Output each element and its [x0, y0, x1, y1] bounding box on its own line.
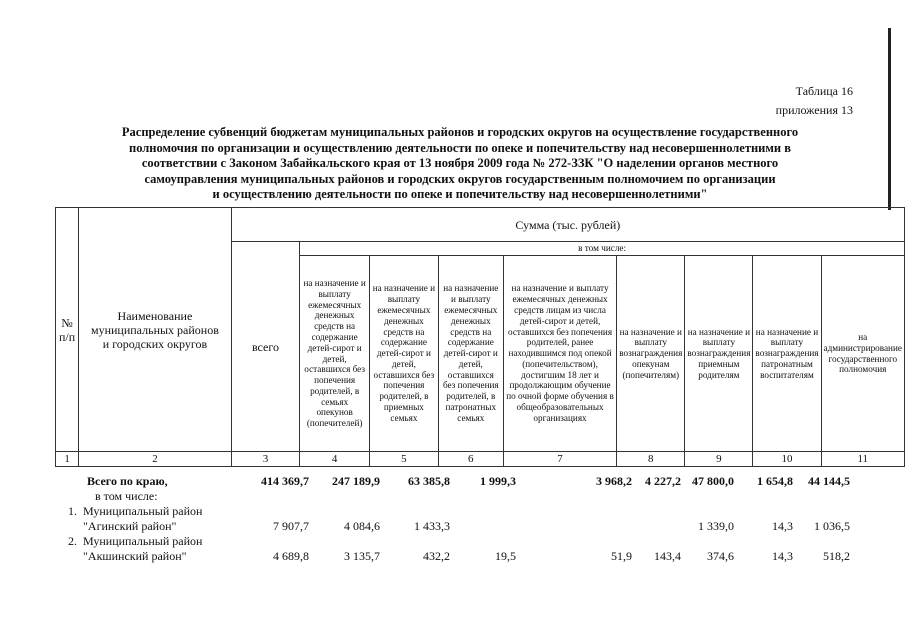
cell-value: 14,3: [772, 549, 793, 563]
row-label: "Акшинский район": [83, 549, 187, 563]
cell-value: 51,9: [611, 549, 632, 563]
title-line: соответствии с Законом Забайкальского края от 13 ноября 2009 года № 272-ЗЗК "О наделении органов местного: [141, 156, 779, 170]
column-number: 9: [685, 452, 753, 467]
cell-value: 143,4: [654, 549, 681, 563]
column-number: 8: [617, 452, 685, 467]
col-guardian-reward-header: на назначение и выплату вознаграждения опекунам (попечителям): [617, 256, 685, 452]
table-caption: [776, 82, 853, 120]
table-row: [55, 519, 852, 534]
cell-value: 414 369,7: [261, 474, 309, 488]
column-number: 7: [503, 452, 616, 467]
cell-value: 44 144,5: [808, 474, 850, 488]
column-number: 5: [370, 452, 439, 467]
col-sum-header: Сумма (тыс. рублей): [231, 208, 904, 242]
col-including-header: в том числе:: [300, 242, 905, 256]
cell-value: 7 907,7: [273, 519, 309, 533]
table-number: Таблица 16: [795, 84, 853, 98]
cell-value: [518, 519, 634, 534]
title-line: полномочия по организации и осуществлению деятельности по опеке и попечительству над несовершеннолетними в: [129, 140, 791, 155]
cell-value: 3 135,7: [344, 549, 380, 563]
table-row-total: [55, 474, 852, 489]
cell-value: 374,6: [707, 549, 734, 563]
table-header: [55, 207, 905, 467]
col-patronage-reward-header: на назначение и выплату вознаграждения патронатным воспитателям: [753, 256, 821, 452]
column-number: 3: [231, 452, 300, 467]
column-number: 2: [79, 452, 232, 467]
col-foster-families-header: на назначение и выплату ежемесячных денежных средств на содержание детей-сирот и детей, оставшихся без попечения родителей, в приемных семьях: [370, 256, 439, 452]
column-number: 1: [56, 452, 79, 467]
cell-value: 47 800,0: [692, 474, 734, 488]
column-number: 6: [438, 452, 503, 467]
row-label: Всего по краю,: [87, 474, 168, 488]
col-patronage-families-header: на назначение и выплату ежемесячных денежных средств на содержание детей-сирот и детей, оставшихся без попечения родителей, в патронатных семьях: [438, 256, 503, 452]
cell-value: 3 968,2: [596, 474, 632, 488]
cell-value: 1 339,0: [698, 519, 734, 533]
title-line: Распределение субвенций бюджетам муниципальных районов и городских округов на осуществление государственного: [121, 125, 799, 139]
cell-value: 432,2: [423, 549, 450, 563]
col-guardian-families-header: на назначение и выплату ежемесячных денежных средств на содержание детей-сирот и детей, оставшихся без попечения родителей, в семьях опекунов (попечителей): [300, 256, 370, 452]
column-number: 4: [300, 452, 370, 467]
table-row: [55, 504, 852, 519]
cell-value: 1 999,3: [480, 474, 516, 488]
page-edge-mark: [888, 28, 891, 210]
col-graduates-header: на назначение и выплату ежемесячных денежных средств лицам из числа детей-сирот и детей, оставшихся без попечения родителей, ранее находившимся под опекой (попечительством), достигшим 18 лет и продолжающим обучение по очной форме обучения в общеобразовательных организациях: [503, 256, 616, 452]
table-row-subtitle: [55, 489, 852, 504]
cell-value: 4 227,2: [645, 474, 681, 488]
table-row: [55, 549, 852, 564]
cell-value: 19,5: [495, 549, 516, 563]
appendix-ref: приложения 13: [775, 103, 853, 117]
cell-value: 1 654,8: [757, 474, 793, 488]
column-numbers-row: [56, 452, 905, 467]
cell-value: [452, 519, 518, 534]
col-num-header: № п/п: [56, 208, 79, 452]
row-sublabel: в том числе:: [95, 489, 158, 503]
title-line: самоуправления муниципальных районов и городских округов государственным полномочием по организации: [144, 171, 776, 186]
cell-value: 518,2: [823, 549, 850, 563]
cell-value: 1 036,5: [814, 519, 850, 533]
row-number: 1.: [68, 504, 77, 518]
cell-value: 4 689,8: [273, 549, 309, 563]
cell-value: 1 433,3: [414, 519, 450, 533]
row-label: Муниципальный район: [83, 534, 203, 548]
col-foster-reward-header: на назначение и выплату вознаграждения приемным родителям: [685, 256, 753, 452]
row-label: "Агинский район": [83, 519, 177, 533]
column-number: 11: [821, 452, 904, 467]
cell-value: [634, 519, 683, 534]
col-admin-header: на администрирование государственного полномочия: [821, 256, 904, 452]
col-total-header: всего: [231, 242, 300, 452]
cell-value: 4 084,6: [344, 519, 380, 533]
row-label: Муниципальный район: [83, 504, 203, 518]
table-row: [55, 534, 852, 549]
document-title: [70, 125, 850, 203]
row-number: 2.: [68, 534, 77, 548]
cell-value: 14,3: [772, 519, 793, 533]
table-body: [55, 474, 852, 564]
cell-value: 247 189,9: [332, 474, 380, 488]
title-line: и осуществлению деятельности по опеке и попечительству над несовершеннолетними": [212, 187, 708, 201]
col-name-header: Наименование муниципальных районов и городских округов: [79, 208, 232, 452]
column-number: 10: [753, 452, 821, 467]
cell-value: 63 385,8: [408, 474, 450, 488]
